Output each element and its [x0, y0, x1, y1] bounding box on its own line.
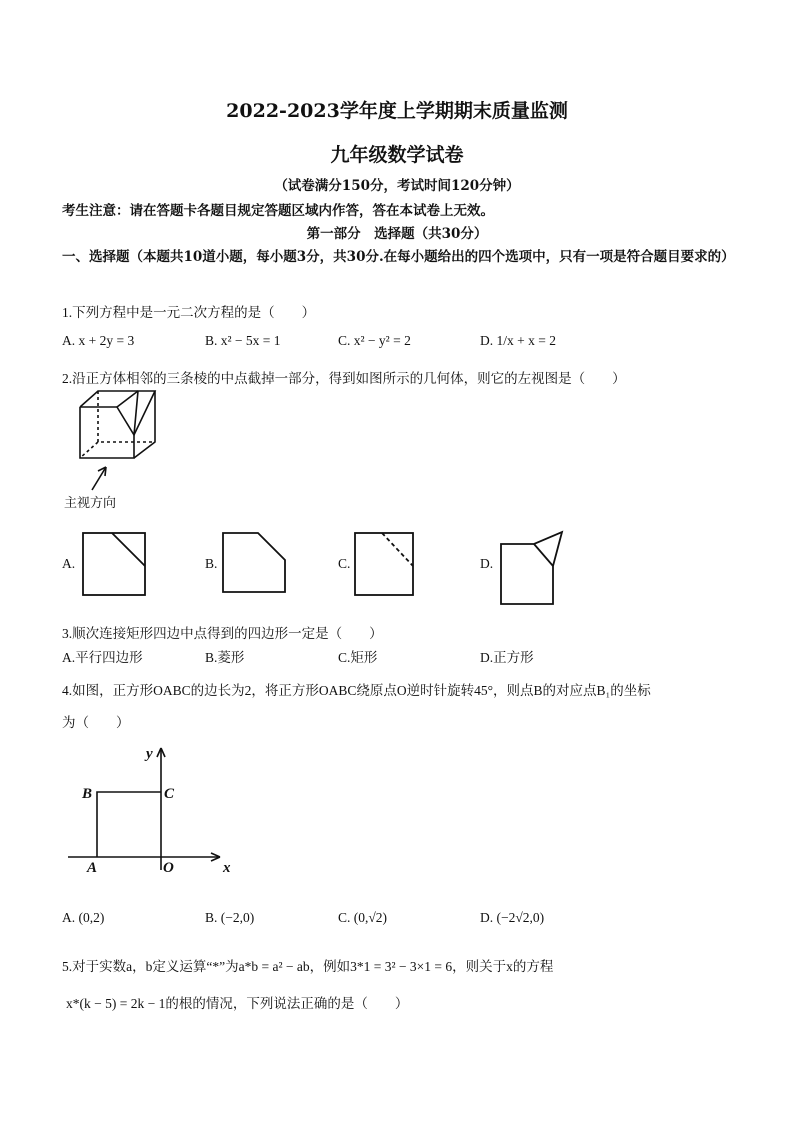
q4-label-a: A	[87, 860, 98, 876]
q2-view-label: 主视方向	[64, 495, 117, 510]
q1-option-b: B. x² − 5x = 1	[205, 333, 281, 348]
q4-label-c: C	[164, 786, 175, 802]
q4-label-x: x	[223, 860, 231, 876]
q2-option-b-letter: B.	[205, 556, 218, 571]
q4-stem-line1: 4.如图，正方形OABC的边长为2，将正方形OABC绕原点O逆时针旋转45°，则点B的对应点B₁的坐标	[62, 683, 651, 698]
q1-option-d: D. 1/x + x = 2	[480, 333, 556, 348]
q1-option-a: A. x + 2y = 3	[62, 333, 135, 348]
part-heading: 第一部分 选择题（共30分）	[306, 226, 488, 242]
q4-option-c: C. (0,√2)	[338, 910, 388, 925]
q3-option-d: D.正方形	[480, 650, 534, 665]
q4-label-y: y	[146, 746, 153, 762]
q4-option-a: A. (0,2)	[62, 910, 105, 925]
exam-warning: 考生注意：请在答题卡各题目规定答题区域内作答，答在本试卷上无效。	[62, 203, 494, 219]
q4-stem-line2: 为（ ）	[62, 715, 130, 730]
q3-stem: 3.顺次连接矩形四边中点得到的四边形一定是（ ）	[62, 626, 383, 641]
section-heading: 一、选择题（本题共10道小题，每小题3分，共30分.在每小题给出的四个选项中，只有一项是符合题目要求的）	[62, 249, 735, 265]
exam-note: （试卷满分150分，考试时间120分钟）	[274, 178, 520, 194]
q5-stem-line2: x*(k − 5) = 2k − 1的根的情况，下列说法正确的是（ ）	[66, 996, 409, 1011]
q4-label-o: O	[163, 860, 174, 876]
exam-subtitle: 九年级数学试卷	[330, 144, 464, 166]
q2-option-c-figure	[352, 530, 422, 600]
q4-label-b: B	[82, 786, 93, 802]
q5-stem-line1: 5.对于实数a，b定义运算“*”为a*b = a² − ab，例如3*1 = 3² − 3×1 = 6，则关于x的方程	[62, 959, 554, 974]
q1-stem: 1.下列方程中是一元二次方程的是（ ）	[62, 305, 316, 320]
q4-option-d: D. (−2√2,0)	[480, 910, 545, 925]
q4-option-b: B. (−2,0)	[205, 910, 255, 925]
q2-option-d-figure	[496, 522, 576, 610]
q4-coordinate-figure	[60, 740, 240, 880]
q2-option-d-letter: D.	[480, 556, 494, 571]
q3-option-a: A.平行四边形	[62, 650, 143, 665]
q2-option-a-letter: A.	[62, 556, 76, 571]
q3-option-b: B.菱形	[205, 650, 245, 665]
q2-stem: 2.沿正方体相邻的三条棱的中点截掉一部分，得到如图所示的几何体，则它的左视图是（ ）	[62, 371, 626, 386]
exam-title: 2022-2023学年度上学期期末质量监测	[226, 100, 568, 122]
q2-option-b-figure	[220, 530, 290, 600]
q2-option-a-figure	[80, 530, 150, 600]
q2-option-c-letter: C.	[338, 556, 351, 571]
q3-option-c: C.矩形	[338, 650, 378, 665]
q1-option-c: C. x² − y² = 2	[338, 333, 411, 348]
